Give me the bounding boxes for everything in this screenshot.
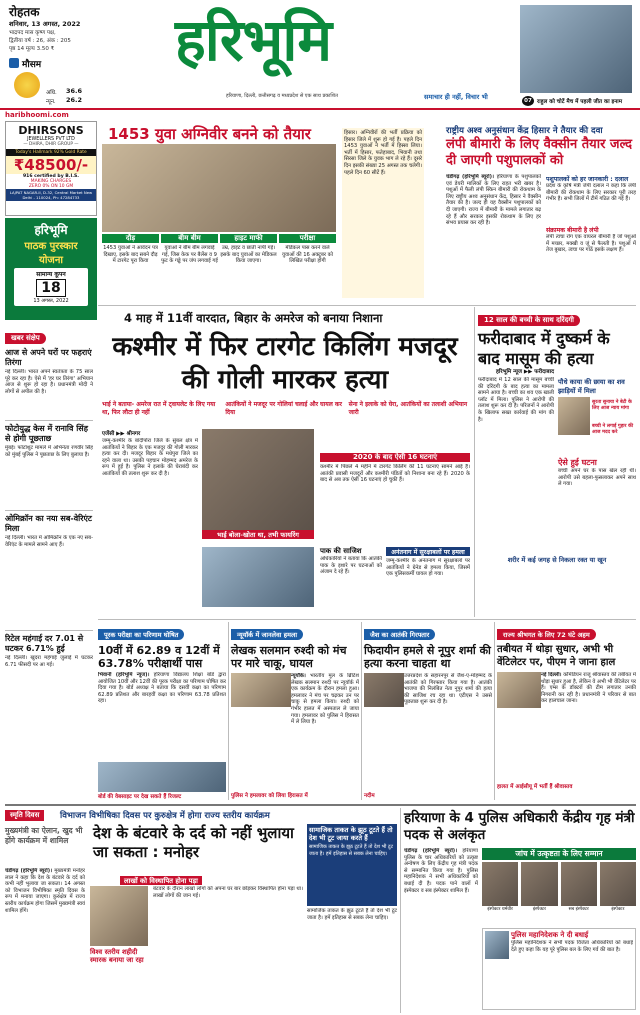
tab-title: दौड़ bbox=[102, 234, 159, 243]
raju-body: कॉमेडियन राजू श्रीवास्तव की तबीयत में थोड़ा सुधार हुआ है, लेकिन वे अभी भी वेंटिलेटर पर हैं। एम्स के डॉक्टरों की टीम लगातार उनकी निगरानी कर रही है। प्रधानमंत्री ने परिवार से बात कर हालचाल जाना। bbox=[541, 672, 636, 705]
kashmir-photo-caption: भाई बोला-खोता था, तभी फायरिंग bbox=[202, 530, 314, 539]
kashmir-photo-small bbox=[202, 547, 314, 607]
weather-icon bbox=[9, 58, 19, 68]
pak-box bbox=[320, 547, 382, 617]
temp-min: 26.2 bbox=[66, 96, 83, 104]
anantnag-text: जम्मू-कश्मीर के अनंतनाग में सुरक्षाबलों पर आतंकियों ने ग्रेनेड से हमला किया, जिसमें एक पुलिसकर्मी घायल हो गया। bbox=[386, 558, 470, 578]
kashmir-kicker: 4 माह में 11वीं वारदात, बिहार के अमरेज को बनाया निशाना bbox=[124, 311, 383, 325]
agniveer-text: हिसार। अग्निवीरों की भर्ती प्रक्रिया को हिसार जिले में शुरू हो गई है। पहले दिन 1453 युवाओं ने भर्ती में हिस्सा लिया। भर्ती में हिसार, फतेहाबाद, भिवानी तथा सिरसा जिले के युवक भाग ले रहे हैं। दूसरे दिन इसकी संख्या 25 अगस्त तक चलेगी। पहले दिन 60 सीटें हैं। bbox=[342, 128, 424, 298]
case-box bbox=[320, 453, 470, 541]
dgp-text: पुलिस महानिदेशक ने सभी पदक विजेता अधिकारियों को बधाई देते हुए कहा कि यह पूरे पुलिस बल के लिए गर्व की बात है। bbox=[511, 940, 633, 953]
police-headline: हरियाणा के 4 पुलिस अधिकारी केंद्रीय गृह मंत्री पदक से अलंकृत bbox=[404, 810, 635, 843]
fidayeen-tab: जैश का आतंकी गिरफ्तार bbox=[364, 629, 435, 640]
rushdie-photo bbox=[231, 673, 291, 707]
agniveer-tab bbox=[161, 234, 218, 300]
officer-photo bbox=[521, 862, 557, 906]
dgp-photo bbox=[485, 931, 509, 959]
pak-head: पाक की साजिश bbox=[320, 547, 362, 555]
vaccine-dateline: चंडीगढ़ (हरिभूमि ब्यूरो)। bbox=[446, 174, 494, 180]
faridabad-dateline: हरिभूमि न्यूज ▶▶ फरीदाबाद bbox=[496, 369, 555, 375]
raju-caption: हालत में आईसीयू में भर्ती हैं श्रीवास्तव bbox=[497, 784, 573, 790]
result-text bbox=[98, 672, 226, 760]
smriti-dateline: चंडीगढ़ (हरिभूमि ब्यूरो)। bbox=[5, 868, 53, 874]
khabar-sankshep bbox=[5, 325, 93, 745]
issue-line: पृष्ठ 14 मूल्य 3.50 ₹ bbox=[9, 46, 55, 52]
officer-name: इंस्पेक्टर bbox=[611, 907, 625, 912]
tab-text: उम्र, हाइट व छाती नापी गई। इसके बाद युवाओं का मेडिकल किया जाएगा। bbox=[220, 245, 277, 265]
loss-head: लाखों को विस्थापित होना पड़ा bbox=[120, 876, 202, 885]
edition-date: शनिवार, 13 अगस्त, 2022 bbox=[9, 20, 81, 28]
coupon-number: 18 bbox=[36, 279, 66, 297]
faridabad-story[interactable] bbox=[478, 307, 636, 617]
result-story[interactable] bbox=[98, 622, 226, 800]
case-head: 2020 के बाद ऐसी 16 घटनाएं bbox=[320, 453, 470, 462]
khabar-text: नई दिल्ली। भारत में ओमिक्रॉन के एक नए सब-वेरिएंट के मामले सामने आए हैं। bbox=[5, 535, 93, 548]
rushdie-story[interactable] bbox=[231, 622, 359, 800]
website-link[interactable]: haribhoomi.com bbox=[5, 111, 69, 119]
tab-title: बीम बीम bbox=[161, 234, 218, 243]
issue-line: द्वितीया वर्ष : 26, अंक : 205 bbox=[9, 38, 71, 44]
rushdie-headline: लेखक सलमान रुश्दी को मंच पर मारे चाकू, घायल bbox=[231, 644, 347, 670]
puraskar-line1: पाठक पुरस्कार bbox=[24, 241, 78, 252]
kashmir-photo bbox=[202, 429, 314, 539]
dgp-head: पुलिस महानिदेशक ने दी बधाई bbox=[511, 931, 589, 939]
dhirsons-ad[interactable] bbox=[5, 121, 97, 216]
gold-price: ₹48500/- bbox=[6, 156, 96, 174]
weather-label: मौसम bbox=[22, 60, 42, 70]
faridabad-side-head: पौधे काया की छाया का शव झाड़ियों में मिला bbox=[558, 378, 625, 395]
smriti-tab: स्मृति दिवस bbox=[5, 810, 44, 821]
officer-card bbox=[561, 862, 597, 924]
tab-title: परीक्षा bbox=[279, 234, 336, 243]
smriti-body: मुख्यमंत्री मनोहर लाल ने कहा कि देश के बंटवारे के दर्द को कभी नहीं भुलाया जा सकता। 14 अगस्त को विभाजन विभीषिका स्मृति दिवस के रूप में मनाया जाएगा। कुरुक्षेत्र में राज्य स्तरीय कार्यक्रम होगा जिसमें मुख्यमंत्री स्वयं शामिल होंगे। bbox=[5, 868, 85, 914]
smriti-box-head: सामाजिक ताकत के झूठ टूटते हैं तो देश भी टूट जाया करते हैं bbox=[309, 826, 393, 842]
vaccine-side-head: पशुपालकों को हर जानकारी : दलाल bbox=[546, 176, 629, 183]
tab-text: युवाओं ने बीम बीम लगवाई गई, जिस केक पर बैलेंस व 9 फुट के गड्डे पर जंप लगवाई गई bbox=[161, 245, 218, 265]
raju-text bbox=[541, 672, 636, 782]
smriti-side: मुख्यमंत्री का ऐलान, खुद भी होंगे कार्यक्रम में शामिल bbox=[5, 826, 83, 845]
making-zero: ZERO 0% ON 10 GM bbox=[28, 184, 74, 189]
dhirsons-sub: JEWELLERS PVT LTD bbox=[27, 137, 75, 142]
raju-dateline: नई दिल्ली। bbox=[541, 672, 562, 678]
rushdie-text bbox=[291, 673, 359, 791]
khabar-text: मुंबई। फोटोशूट मामले में अभिनेता रणवीर सिंह को मुंबई पुलिस ने पूछताछ के लिए बुलाया है। bbox=[5, 445, 93, 458]
issue-line: भाद्रपद मास कृष्ण पक्ष, bbox=[9, 30, 56, 36]
gold-rate-label: Today's Hallmark 92% Gold Rate bbox=[6, 149, 96, 156]
dhirsons-name: DHIRSONS bbox=[18, 124, 84, 137]
coupon-box bbox=[14, 268, 88, 306]
gold-detail: 916 certified by B.I.S. bbox=[22, 174, 80, 179]
officer-name: इंस्पेक्टर bbox=[532, 907, 546, 912]
police-dateline: चंडीगढ़ (हरिभूमि ब्यूरो)। bbox=[404, 848, 458, 854]
khabar-head: ओमिक्रॉन का नया सब-वेरिएंट मिला bbox=[5, 514, 92, 533]
result-tab: पूरक परीक्षा का परिणाम घोषित bbox=[98, 629, 184, 640]
raju-headline: तबीयत में थोड़ा सुधार, अभी भी वेंटिलेटर पर, पीएम ने जाना हाल bbox=[497, 644, 616, 668]
agniveer-tab bbox=[279, 234, 336, 300]
vaccine-side-text2: लंपी त्वचा रोग एक वायरल बीमारी है जो पशुओं में मच्छर, मक्खी व जूं से फैलती है। पशुओं में तेज बुखार, त्वचा पर गांठें इसके लक्षण हैं। bbox=[546, 234, 636, 254]
khabar-label: खबर संक्षेप bbox=[5, 333, 46, 344]
rushdie-dateline: न्यूयॉर्क। bbox=[291, 673, 306, 679]
edition-issue bbox=[9, 29, 71, 53]
masthead bbox=[0, 0, 640, 108]
officer-row bbox=[482, 862, 636, 924]
smriti-right-text: सामाजिक ताकत के झूठ टूटते हैं तो देश भी टूट जाता है। हमें इतिहास से सबक लेना चाहिए। bbox=[307, 908, 397, 921]
rushdie-tab: न्यूयॉर्क में जानलेवा हमला bbox=[231, 629, 303, 640]
kashmir-text: जम्मू-कश्मीर के बांदीपोरा जिले के सुंबल क्षेत्र में आतंकियों ने बिहार के एक मजदूर की गोली मारकर हत्या कर दी। मजदूर बिहार के मधेपुरा जिले का रहने वाला था। उसकी पहचान मोहम्मद अमरेज के रूप में हुई है। पुलिस ने इलाके की घेराबंदी कर आतंकियों की तलाश शुरू कर दी है। bbox=[102, 438, 198, 477]
smriti-story[interactable] bbox=[5, 808, 398, 1013]
officer-photo bbox=[600, 862, 636, 906]
temp-max: 36.6 bbox=[66, 87, 83, 95]
vaccine-body: हरियाणा के पशुपालकों एवं डेयरी मालिकों के लिए राहत भरी खबर है। पशुओं में फैली लंपी स्किन बीमारी की रोकथाम के लिए राष्ट्रीय अश्व अनुसंधान केंद्र, हिसार ने वैक्सीन तैयार की है। जल्द ही यह वैक्सीन पशुपालकों को दी जाएगी। राज्य में बीमारी के मामले लगातार बढ़ रहे हैं और सरकार इसकी रोकथाम के लिए हर संभव प्रयास कर रही है। bbox=[446, 174, 541, 227]
faridabad-kicker: 12 साल की बच्ची के साथ दरिंदगी bbox=[478, 315, 580, 326]
faridabad-cap1: सुरता सुनाया ने बेटी के लिए आज न्याय मांगा bbox=[592, 400, 632, 411]
loss-text: बंटवारे के दौरान लाखों लोगों को अपना घर बार छोड़कर विस्थापित होना पड़ा था। लाखों लोगों की जान गई। bbox=[153, 886, 303, 899]
puraskar-brand: हरिभूमि bbox=[34, 223, 68, 237]
anantnag-head: अनंतनाग में सुरक्षाबलों पर हमला bbox=[386, 547, 470, 556]
police-story[interactable] bbox=[404, 808, 636, 1013]
manohar-photo bbox=[90, 886, 148, 946]
faridabad-cap2: बच्ची ने लगाई गुहार की आज मदद करे bbox=[592, 424, 634, 435]
coupon-date: 13 अगस्त, 2022 bbox=[33, 298, 69, 304]
agniveer-photo bbox=[102, 144, 336, 232]
police-text bbox=[404, 848, 478, 1008]
officer-name: इंस्पेक्टर धर्मवीर bbox=[487, 907, 513, 912]
dgp-box bbox=[482, 928, 636, 1010]
agniveer-tabs bbox=[102, 234, 336, 300]
vaccine-headline: लंपी बीमारी के लिए वैक्सीन तैयार जल्द दी जाएगी पशुपालकों को bbox=[446, 137, 633, 168]
vaccine-side-head2: संक्रामक बीमारी है लंपी bbox=[546, 227, 599, 234]
faridabad-text: फरीदाबाद में 12 साल की मासूम बच्ची की दरिंदगी के बाद हत्या का मामला सामने आया है। बच्ची का शव एक खाली प्लॉट में मिला। पुलिस ने आरोपी की तलाश शुरू कर दी है। परिजनों ने आरोपी के खिलाफ सख्त कार्रवाई की मांग की है। bbox=[478, 377, 554, 423]
kashmir-dateline: एजेंसी ▶▶ श्रीनगर bbox=[102, 431, 141, 437]
temp-min-label: न्यून. bbox=[46, 99, 56, 105]
newspaper-logo: हरिभूमि bbox=[175, 6, 332, 74]
sun-icon bbox=[14, 72, 40, 98]
police-box-head: जांच में उत्कृष्टता के लिए सम्मान bbox=[482, 848, 636, 860]
faridabad-headline: फरीदाबाद में दुष्कर्म के बाद मासूम की हत्या bbox=[478, 329, 610, 368]
smriti-kicker: विभाजन विभीषिका दिवस पर कुरुक्षेत्र में होगा राज्य स्तरीय कार्यक्रम bbox=[60, 811, 270, 821]
agniveer-story[interactable] bbox=[100, 122, 442, 302]
fidayeen-caption: नदीम bbox=[364, 793, 375, 799]
manohar-caption: विश्व स्तरीय शहीदी स्मारक बनाया जा रहा bbox=[90, 948, 144, 964]
slogan: समाचार ही नहीं, विचार भी bbox=[424, 93, 488, 101]
raju-tab: राज्य श्रीभगत के लिए 72 घंटे अहम bbox=[497, 629, 596, 640]
officer-card bbox=[600, 862, 636, 924]
smriti-headline: देश के बंटवारे के दर्द को नहीं भुलाया जा सकता : मनोहर bbox=[93, 824, 294, 861]
officer-card bbox=[482, 862, 518, 924]
khabar-text: नई दिल्ली। खुदरा महंगाई जुलाई में घटकर 6.71 फीसदी पर आ गई। bbox=[5, 655, 93, 668]
puraskar-line2: योजना bbox=[39, 255, 63, 266]
tab-title: हाइट माफी bbox=[220, 234, 277, 243]
agniveer-headline bbox=[108, 124, 311, 144]
vaccine-kicker: राष्ट्रीय अश्व अनुसंधान केंद्र हिसार ने तैयार की दवा bbox=[446, 126, 603, 136]
khabar-item[interactable] bbox=[5, 420, 93, 505]
agniveer-headline-text: 1453 युवा अग्निवीर बनने को तैयार bbox=[108, 125, 311, 143]
teaser-badge: 07 bbox=[522, 96, 534, 106]
result-caption: बोर्ड की वेबसाइट पर देख सकते हैं रिजल्ट bbox=[98, 794, 182, 800]
khabar-item[interactable] bbox=[5, 348, 93, 415]
khabar-head: रिटेल महंगाई दर 7.01 से घटकर 6.71% हुई bbox=[5, 634, 84, 653]
result-body: हरियाणा विद्यालय शिक्षा बोर्ड द्वारा आयोजित 10वीं और 12वीं की पूरक परीक्षा का परिणाम घोषित कर दिया गया है। बोर्ड अध्यक्ष ने बताया कि दसवीं कक्षा का परिणाम 62.89 प्रतिशत और बारहवीं कक्षा का परिणाम 63.78 प्रतिशत रहा। bbox=[98, 672, 226, 705]
result-headline: 10वीं में 62.89 व 12वीं में 63.78% परीक्षार्थी पास bbox=[98, 644, 220, 670]
fidayeen-headline: फिदायीन हमले से नूपुर शर्मा की हत्या करना चाहता था bbox=[364, 644, 491, 670]
rushdie-caption: पुलिस ने हमलावर को लिया हिरासत में bbox=[231, 793, 308, 799]
faridabad-box-head: ऐसे हुई घटना bbox=[558, 458, 597, 467]
logo-tagline: हरियाणा, दिल्ली, छत्तीसगढ़ व मध्यप्रदेश से एक साथ प्रकाशित bbox=[226, 93, 338, 99]
anantnag-box bbox=[386, 547, 470, 617]
khabar-text: नई दिल्ली। भारत अपने स्वतंत्रता के 75 साल पूरे कर रहा है। ऐसे में 'हर घर तिरंगा' अभियान आज से शुरू हो रहा है। प्रधानमंत्री मोदी ने लोगों से अपील की है। bbox=[5, 369, 93, 395]
sports-photo bbox=[520, 5, 632, 93]
kashmir-subs bbox=[102, 401, 468, 423]
website-bar bbox=[0, 108, 640, 119]
khabar-item[interactable] bbox=[5, 510, 93, 625]
vaccine-side-text: प्रदेश के कृषि मंत्री जेपी दलाल ने कहा कि लंपी बीमारी की रोकथाम के लिए सरकार पूरी तरह गंभीर है। सभी जिलों में टीमें गठित की गई हैं। bbox=[546, 183, 636, 203]
sports-teaser[interactable]: राहुल को चोटें मैच में पहली जीत का इनाम bbox=[537, 99, 623, 105]
kashmir-story[interactable] bbox=[98, 307, 472, 617]
officer-photo bbox=[482, 862, 518, 906]
vaccine-text bbox=[446, 174, 541, 302]
rushdie-body: भारतीय मूल के ब्रिटिश लेखक सलमान रुश्दी पर न्यूयॉर्क में एक कार्यक्रम के दौरान हमला हुआ। हमलावर ने मंच पर चढ़कर उन पर चाकू से हमला किया। रुश्दी को गंभीर हालत में अस्पताल ले जाया गया। हमलावर को पुलिस ने हिरासत में ले लिया है। bbox=[291, 673, 359, 726]
smriti-quote-box bbox=[307, 824, 397, 906]
kashmir-headline: कश्मीर में फिर टारगेट किलिंग मजदूर की गोली मारकर हत्या bbox=[112, 332, 458, 395]
edition-city: रोहतक bbox=[9, 5, 40, 19]
vaccine-story[interactable] bbox=[446, 122, 636, 302]
dhirsons-sub2: — DHIRA, DHIR GROUP — bbox=[23, 142, 79, 147]
result-photo bbox=[98, 762, 226, 792]
agniveer-tab bbox=[102, 234, 159, 300]
officer-photo bbox=[561, 862, 597, 906]
raju-story[interactable] bbox=[497, 622, 636, 800]
smriti-box-text: सामाजिक ताकत के झूठ टूटते हैं तो देश भी टूट जाता है। हमें इतिहास से सबक लेना चाहिए। bbox=[309, 844, 394, 857]
case-text: कश्मीर में पिछले 4 महीने में टारगेट किलिंग की 11 घटनाएं सामने आई हैं। आतंकी प्रवासी मजदूरों और कश्मीरी पंडितों को निशाना बना रहे हैं। 2020 के बाद से अब तक ऐसी 16 घटनाएं हो चुकी हैं। bbox=[320, 464, 470, 484]
faridabad-bottom: शरीर में कई जगह से निकला रक्त या खून bbox=[507, 556, 607, 564]
kashmir-sub: भाई ने बताया- अमरेज रात में ट्वायलेट के लिए गया था, फिर लौटा ही नहीं bbox=[102, 401, 216, 416]
loss-box bbox=[90, 868, 304, 886]
pak-text: अधिकारियों ने बताया कि आतंकी पाक के इशारे पर घटनाओं को अंजाम दे रहे हैं। bbox=[320, 556, 382, 576]
fidayeen-photo bbox=[364, 673, 404, 707]
fidayeen-text: उत्तरप्रदेश के सहारनपुर से जैश-ए-मोहम्मद के आतंकी को गिरफ्तार किया गया है। आतंकी भाजपा की निलंबित नेता नूपुर शर्मा की हत्या की साजिश रच रहा था। एटीएस ने उससे पूछताछ शुरू कर दी है। bbox=[404, 673, 492, 706]
fidayeen-story[interactable] bbox=[364, 622, 492, 800]
khabar-item[interactable] bbox=[5, 630, 93, 715]
victim-photo bbox=[558, 397, 590, 435]
faridabad-box-text: बच्ची अपने घर के पास खेल रही थी। आरोपी उसे बहला-फुसलाकर अपने साथ ले गया। bbox=[558, 468, 636, 488]
kashmir-sub: आतंकियों ने मजदूर पर गोलियां चलाई और घायल कर दिया bbox=[225, 401, 342, 416]
khabar-head: फोटोयुद्ध केस में रानावि सिंह से होगी पूछताछ bbox=[5, 424, 88, 443]
agniveer-tab bbox=[220, 234, 277, 300]
puraskar-ad[interactable] bbox=[5, 218, 97, 320]
tab-text: 1453 युवाओं ने आवेदन पत्र दिखाए, इसके बाद सबने दौड़ में टारगेट पूरा किया bbox=[103, 245, 158, 265]
temp-max-label: अधि. bbox=[46, 90, 57, 96]
kashmir-sub: सेना ने इलाके को घेरा, आतंकियों का तलाशी अभियान जारी bbox=[348, 401, 468, 416]
dhirsons-address: LAJPAT NAGAR-II, D-32, Central Market New Delhi - 110024, Ph: 47284733 bbox=[6, 189, 96, 201]
vaccine-side bbox=[546, 174, 636, 302]
coupon-label: सामान्य कूपन bbox=[36, 271, 66, 278]
police-body: हरियाणा पुलिस के चार अधिकारियों को उत्कृष्ट अन्वेषण के लिए केंद्रीय गृह मंत्री पदक से सम्मानित किया गया है। पुलिस महानिदेशक ने सभी अधिकारियों को बधाई दी है। पदक पाने वालों में इंस्पेक्टर व सब इंस्पेक्टर शामिल हैं। bbox=[404, 848, 478, 894]
tab-text: मेडिकल पास करने वाले युवाओं की 16 अक्टूबर को लिखित परीक्षा होगी bbox=[282, 245, 333, 265]
smriti-text bbox=[5, 868, 85, 1010]
result-dateline: भिवानी (हरिभूमि न्यूज)। bbox=[98, 672, 150, 678]
raju-photo bbox=[497, 672, 541, 708]
officer-name: सब इंस्पेक्टर bbox=[568, 907, 589, 912]
making-charges: MAKING CHARGES bbox=[30, 179, 72, 184]
khabar-head: आज से अपने घरों पर फहराएं तिरंगा bbox=[5, 348, 92, 367]
officer-card bbox=[521, 862, 557, 924]
